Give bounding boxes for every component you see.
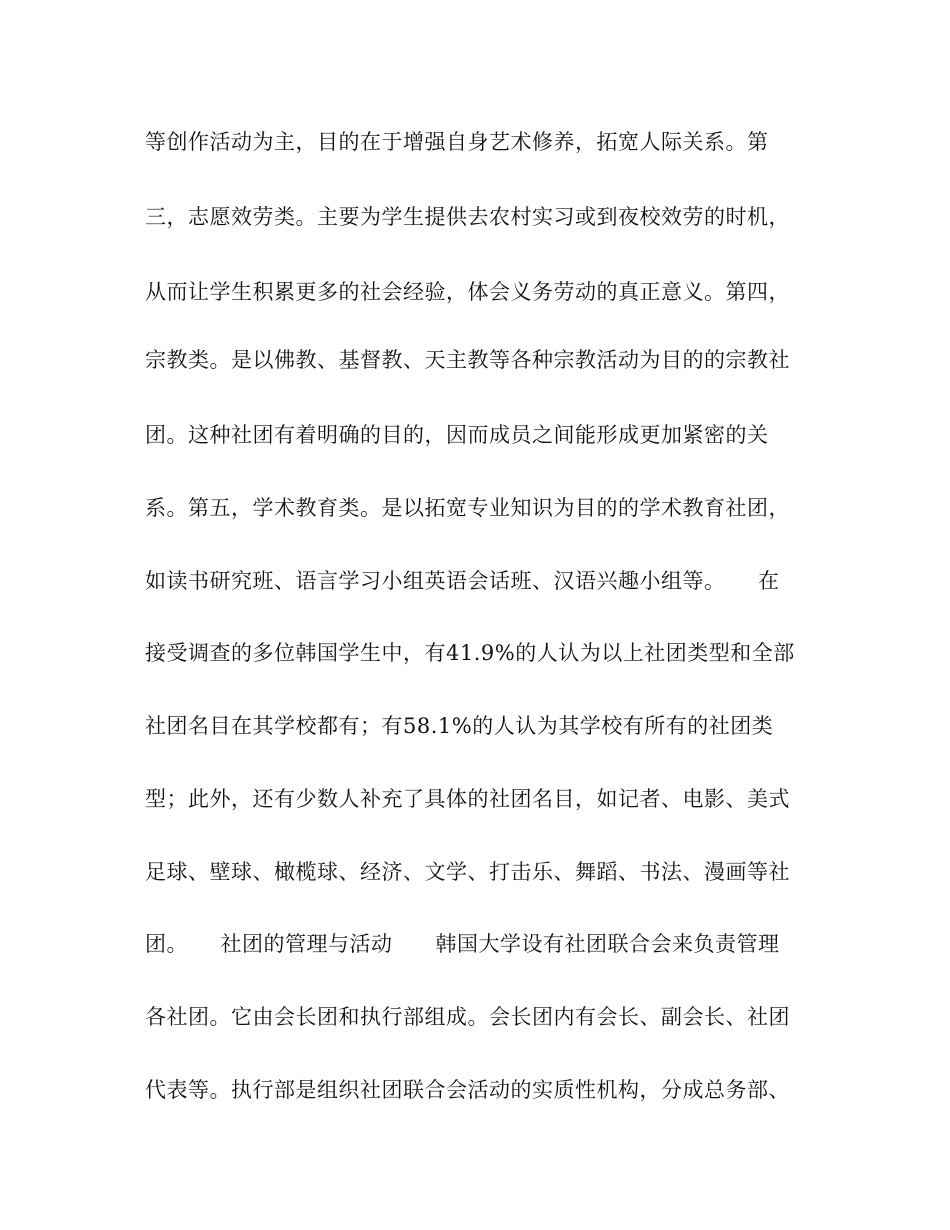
text-line: 从而让学生积累更多的社会经验，体会义务劳动的真正意义。第四， [145,280,790,304]
text-line: 接受调查的多位韩国学生中，有41.9%的人认为以上社团类型和全部 [145,641,795,665]
text-line: 足球、壁球、橄榄球、经济、文学、打击乐、舞蹈、书法、漫画等社 [145,860,790,884]
text-line: 代表等。执行部是组织社团联合会活动的实质性机构，分成总务部、 [145,1078,790,1102]
text-line: 各社团。它由会长团和执行部组成。会长团内有会长、副会长、社团 [145,1005,790,1029]
text-line: 型；此外，还有少数人补充了具体的社团名目，如记者、电影、美式 [145,787,790,811]
text-line: 宗教类。是以佛教、基督教、天主教等各种宗教活动为目的的宗教社 [145,348,790,372]
text-line: 团。这种社团有着明确的目的，因而成员之间能形成更加紧密的关 [145,423,769,447]
text-line: 社团名目在其学校都有；有58.1%的人认为其学校有所有的社团类 [145,714,774,738]
text-line: 如读书研究班、语言学习小组英语会话班、汉语兴趣小组等。 在 [145,569,780,593]
text-line: 三，志愿效劳类。主要为学生提供去农村实习或到夜校效劳的时机， [145,205,790,229]
text-line: 团。 社团的管理与活动 韩国大学设有社团联合会来负责管理 [145,932,780,956]
text-line: 系。第五，学术教育类。是以拓宽专业知识为目的的学术教育社团， [145,496,790,520]
text-line: 等创作活动为主，目的在于增强自身艺术修养，拓宽人际关系。第 [145,130,769,154]
